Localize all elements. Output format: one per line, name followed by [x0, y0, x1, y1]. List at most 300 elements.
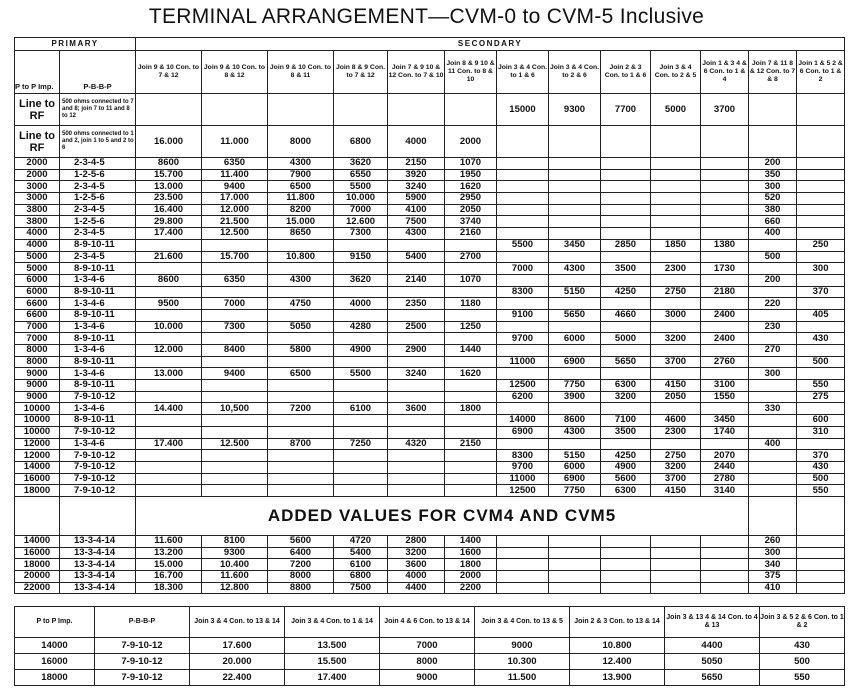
- table-cell: 3450: [701, 415, 749, 427]
- table-cell: [651, 216, 701, 228]
- imp-cell: 4000: [15, 228, 60, 240]
- table-cell: 6000: [549, 461, 601, 473]
- bottom-column-header: Join 3 & 4 Con. to 1 & 14: [285, 607, 380, 638]
- bottom-cell: 7-9-10-12: [95, 654, 190, 670]
- table-cell: 600: [797, 415, 845, 427]
- table-cell: 8000: [268, 571, 334, 583]
- imp-cell: 22000: [15, 582, 60, 594]
- table-cell: 5050: [268, 321, 334, 333]
- table-cell: [334, 309, 388, 321]
- table-cell: [701, 571, 749, 583]
- table-cell: [136, 485, 202, 497]
- table-cell: [601, 547, 651, 559]
- table-row: [15, 368, 845, 380]
- table-cell: [445, 391, 497, 403]
- table-cell: [797, 158, 845, 170]
- table-cell: 5800: [268, 345, 334, 357]
- table-cell: [749, 309, 797, 321]
- table-row: [15, 274, 845, 286]
- table-cell: 330: [749, 403, 797, 415]
- table-cell: [334, 461, 388, 473]
- table-cell: 1400: [445, 535, 497, 547]
- table-cell: [549, 535, 601, 547]
- table-cell: [136, 333, 202, 345]
- table-cell: [651, 559, 701, 571]
- table-cell: [797, 559, 845, 571]
- line-note: 500 ohms connected to 1 and 2, join 1 to 5 and 2 to 6: [60, 126, 136, 158]
- table-cell: [701, 126, 749, 158]
- table-cell: 3450: [549, 239, 601, 251]
- table-cell: 3100: [701, 380, 749, 392]
- table-cell: [549, 193, 601, 205]
- table-row: [15, 216, 845, 228]
- secondary-header: SECONDARY: [136, 38, 845, 51]
- table-cell: [136, 94, 202, 126]
- table-cell: 5150: [549, 450, 601, 462]
- pbbp-cell: 1-3-4-6: [60, 345, 136, 357]
- secondary-column-header: Join 7 & 11 8 & 12 Con. to 7 & 8: [749, 51, 797, 94]
- imp-cell: 14000: [15, 535, 60, 547]
- table-cell: 2750: [651, 286, 701, 298]
- table-cell: 6500: [268, 181, 334, 193]
- imp-cell: 3800: [15, 216, 60, 228]
- table-cell: [749, 391, 797, 403]
- table-cell: [202, 309, 268, 321]
- table-cell: [601, 193, 651, 205]
- table-cell: 15.000: [136, 559, 202, 571]
- table-row: [15, 263, 845, 275]
- table-cell: 2050: [651, 391, 701, 403]
- bottom-row: [15, 654, 845, 670]
- table-cell: 2070: [701, 450, 749, 462]
- table-cell: [549, 169, 601, 181]
- table-cell: [268, 309, 334, 321]
- table-cell: 8800: [268, 582, 334, 594]
- table-cell: 3600: [388, 403, 445, 415]
- imp-cell: 8000: [15, 356, 60, 368]
- imp-cell: 18000: [15, 485, 60, 497]
- table-cell: [601, 403, 651, 415]
- pbbp-cell: 8-9-10-11: [60, 333, 136, 345]
- table-cell: [651, 438, 701, 450]
- table-cell: 13.200: [136, 547, 202, 559]
- table-cell: 340: [749, 559, 797, 571]
- table-cell: 1620: [445, 368, 497, 380]
- table-row: [15, 415, 845, 427]
- table-row: [15, 559, 845, 571]
- secondary-column-header: Join 9 & 10 Con. to 7 & 12: [136, 51, 202, 94]
- table-cell: 12500: [497, 485, 549, 497]
- table-cell: [334, 391, 388, 403]
- table-cell: 16.700: [136, 571, 202, 583]
- bottom-cell: 7-9-10-12: [95, 670, 190, 686]
- table-cell: 380: [749, 204, 797, 216]
- table-cell: [388, 415, 445, 427]
- secondary-column-header: Join 8 & 9 Con. to 7 & 12: [334, 51, 388, 94]
- pbbp-header: P-B-B-P: [60, 51, 136, 94]
- bottom-column-header: Join 4 & 6 Con. to 13 & 14: [380, 607, 475, 638]
- table-cell: [136, 391, 202, 403]
- table-cell: [797, 403, 845, 415]
- table-cell: [651, 193, 701, 205]
- table-cell: 4300: [268, 274, 334, 286]
- table-cell: 6200: [497, 391, 549, 403]
- table-cell: 3600: [388, 559, 445, 571]
- table-cell: [651, 158, 701, 170]
- imp-cell: 7000: [15, 321, 60, 333]
- table-cell: 1850: [651, 239, 701, 251]
- table-cell: [651, 345, 701, 357]
- table-cell: 12.000: [136, 345, 202, 357]
- table-cell: [497, 216, 549, 228]
- table-cell: 4900: [334, 345, 388, 357]
- table-cell: 500: [797, 356, 845, 368]
- table-cell: 5650: [549, 309, 601, 321]
- bottom-column-header: P-B-B-P: [95, 607, 190, 638]
- table-cell: 4300: [549, 426, 601, 438]
- table-cell: [497, 403, 549, 415]
- bottom-cell: 17.400: [285, 670, 380, 686]
- table-cell: [549, 251, 601, 263]
- table-cell: 6400: [268, 547, 334, 559]
- pbbp-cell: 7-9-10-12: [60, 450, 136, 462]
- table-cell: 6500: [268, 368, 334, 380]
- table-cell: [497, 559, 549, 571]
- imp-cell: 7000: [15, 333, 60, 345]
- table-cell: 1600: [445, 547, 497, 559]
- secondary-column-header: Join 3 & 4 Con. to 2 & 5: [651, 51, 701, 94]
- imp-cell: 14000: [15, 461, 60, 473]
- table-cell: [497, 535, 549, 547]
- added-values-row: [15, 496, 845, 535]
- table-cell: 2140: [388, 274, 445, 286]
- table-cell: [797, 193, 845, 205]
- table-cell: 6100: [334, 403, 388, 415]
- table-cell: [136, 239, 202, 251]
- table-cell: [601, 216, 651, 228]
- bottom-cell: 430: [760, 638, 845, 654]
- table-cell: [202, 415, 268, 427]
- table-row: [15, 547, 845, 559]
- bottom-cell: 9000: [475, 638, 570, 654]
- table-cell: [388, 380, 445, 392]
- table-cell: 430: [797, 461, 845, 473]
- table-cell: 13.000: [136, 181, 202, 193]
- bottom-cell: 550: [760, 670, 845, 686]
- table-cell: [388, 263, 445, 275]
- table-cell: [268, 391, 334, 403]
- table-cell: 9150: [334, 251, 388, 263]
- table-cell: 15.700: [202, 251, 268, 263]
- table-cell: [549, 321, 601, 333]
- table-cell: 7750: [549, 380, 601, 392]
- table-cell: 4600: [651, 415, 701, 427]
- table-cell: 29.800: [136, 216, 202, 228]
- table-cell: 400: [749, 438, 797, 450]
- table-cell: [701, 181, 749, 193]
- pbbp-cell: 1-2-5-6: [60, 169, 136, 181]
- table-cell: [549, 228, 601, 240]
- table-cell: [797, 94, 845, 126]
- table-cell: 5000: [651, 94, 701, 126]
- ptop-imp-header: P to P Imp.: [15, 51, 60, 94]
- table-cell: 11000: [497, 356, 549, 368]
- table-cell: [136, 263, 202, 275]
- table-cell: [651, 169, 701, 181]
- table-cell: 3500: [601, 426, 651, 438]
- table-cell: 200: [749, 158, 797, 170]
- table-cell: [202, 485, 268, 497]
- bottom-cell: 10.300: [475, 654, 570, 670]
- table-cell: [334, 286, 388, 298]
- table-cell: 4750: [268, 298, 334, 310]
- line-note: 500 ohms connected to 7 and 8; join 7 to 11 and 8 to 12: [60, 94, 136, 126]
- secondary-column-header: Join 2 & 3 Con. to 1 & 6: [601, 51, 651, 94]
- table-cell: 8650: [268, 228, 334, 240]
- table-cell: [797, 181, 845, 193]
- table-cell: 8700: [268, 438, 334, 450]
- table-cell: [497, 274, 549, 286]
- secondary-column-header: Join 1 & 5 2 & 6 Con. to 1 & 2: [797, 51, 845, 94]
- table-cell: [497, 321, 549, 333]
- table-cell: [445, 485, 497, 497]
- table-cell: [749, 426, 797, 438]
- table-cell: [497, 228, 549, 240]
- table-cell: [136, 380, 202, 392]
- added-values-title: ADDED VALUES FOR CVM4 AND CVM5: [136, 496, 749, 535]
- secondary-column-header: Join 1 & 3 4 & 6 Con. to 1 & 4: [701, 51, 749, 94]
- table-cell: [136, 450, 202, 462]
- table-cell: 1250: [445, 321, 497, 333]
- table-cell: 4720: [334, 535, 388, 547]
- table-cell: [136, 415, 202, 427]
- table-cell: [445, 461, 497, 473]
- table-cell: 3240: [388, 368, 445, 380]
- table-cell: 11.600: [202, 571, 268, 583]
- table-cell: [701, 274, 749, 286]
- table-cell: 370: [797, 286, 845, 298]
- table-cell: [334, 333, 388, 345]
- imp-cell: 10000: [15, 415, 60, 427]
- table-cell: 300: [749, 547, 797, 559]
- table-cell: 3500: [601, 263, 651, 275]
- table-cell: [797, 345, 845, 357]
- table-cell: [497, 181, 549, 193]
- bottom-row: [15, 670, 845, 686]
- pbbp-cell: 2-3-4-5: [60, 158, 136, 170]
- table-cell: 2800: [388, 535, 445, 547]
- table-cell: 4150: [651, 485, 701, 497]
- table-cell: 16.000: [136, 126, 202, 158]
- table-cell: [497, 547, 549, 559]
- added-spacer: [797, 496, 845, 535]
- table-cell: [445, 309, 497, 321]
- table-cell: [202, 94, 268, 126]
- table-cell: [388, 426, 445, 438]
- table-cell: [497, 251, 549, 263]
- secondary-column-header: Join 9 & 10 Con. to 8 & 11: [268, 51, 334, 94]
- table-cell: 17.400: [136, 228, 202, 240]
- table-cell: 1800: [445, 403, 497, 415]
- table-cell: [497, 204, 549, 216]
- table-cell: [797, 535, 845, 547]
- table-cell: [651, 368, 701, 380]
- table-cell: 5600: [601, 473, 651, 485]
- table-cell: 7500: [334, 582, 388, 594]
- table-cell: [268, 263, 334, 275]
- secondary-column-header: Join 9 & 10 Con. to 8 & 12: [202, 51, 268, 94]
- added-spacer: [60, 496, 136, 535]
- bottom-cell: 8000: [380, 654, 475, 670]
- table-cell: [202, 356, 268, 368]
- bottom-cell: 16000: [15, 654, 95, 670]
- table-cell: [601, 559, 651, 571]
- table-cell: 5400: [334, 547, 388, 559]
- table-cell: 13.000: [136, 368, 202, 380]
- table-cell: 10.400: [202, 559, 268, 571]
- table-cell: [549, 403, 601, 415]
- table-cell: 12.000: [202, 204, 268, 216]
- table-cell: [749, 415, 797, 427]
- bottom-cell: 13.900: [570, 670, 665, 686]
- table-cell: 230: [749, 321, 797, 333]
- table-cell: 12.500: [202, 228, 268, 240]
- table-row: [15, 321, 845, 333]
- table-cell: [268, 473, 334, 485]
- table-cell: [202, 333, 268, 345]
- table-cell: 2400: [701, 309, 749, 321]
- table-cell: 310: [797, 426, 845, 438]
- table-cell: 3620: [334, 274, 388, 286]
- table-cell: 6300: [601, 380, 651, 392]
- table-cell: 3240: [388, 181, 445, 193]
- table-cell: [202, 426, 268, 438]
- table-cell: 5500: [497, 239, 549, 251]
- table-cell: [334, 380, 388, 392]
- table-cell: [701, 228, 749, 240]
- table-row: [15, 298, 845, 310]
- table-cell: 7100: [601, 415, 651, 427]
- imp-cell: 6600: [15, 298, 60, 310]
- table-cell: 10,500: [202, 403, 268, 415]
- table-cell: 16.400: [136, 204, 202, 216]
- table-cell: [136, 356, 202, 368]
- table-cell: 12500: [497, 380, 549, 392]
- imp-cell: 3000: [15, 193, 60, 205]
- table-cell: [601, 571, 651, 583]
- table-cell: [749, 450, 797, 462]
- table-cell: 8300: [497, 286, 549, 298]
- table-cell: [797, 571, 845, 583]
- table-cell: [445, 450, 497, 462]
- table-cell: 1730: [701, 263, 749, 275]
- table-cell: 4150: [651, 380, 701, 392]
- table-cell: 7000: [202, 298, 268, 310]
- table-row: [15, 193, 845, 205]
- table-cell: 6100: [334, 559, 388, 571]
- table-cell: 4400: [388, 582, 445, 594]
- table-cell: [388, 473, 445, 485]
- table-row: [15, 158, 845, 170]
- table-cell: 6800: [334, 571, 388, 583]
- table-cell: 4100: [388, 204, 445, 216]
- table-cell: [445, 426, 497, 438]
- table-cell: 5400: [388, 251, 445, 263]
- table-cell: [601, 438, 651, 450]
- table-cell: 2050: [445, 204, 497, 216]
- table-cell: [651, 547, 701, 559]
- table-row: [15, 309, 845, 321]
- table-cell: 2180: [701, 286, 749, 298]
- table-cell: 370: [797, 450, 845, 462]
- table-cell: 15.700: [136, 169, 202, 181]
- table-cell: [388, 309, 445, 321]
- table-cell: 7750: [549, 485, 601, 497]
- table-cell: [601, 181, 651, 193]
- table-cell: 1380: [701, 239, 749, 251]
- table-cell: 260: [749, 535, 797, 547]
- imp-cell: 6000: [15, 286, 60, 298]
- table-cell: 5500: [334, 181, 388, 193]
- table-cell: [701, 438, 749, 450]
- table-cell: [701, 251, 749, 263]
- table-cell: 2850: [601, 239, 651, 251]
- imp-cell: 10000: [15, 403, 60, 415]
- table-cell: 8100: [202, 535, 268, 547]
- imp-cell: 12000: [15, 450, 60, 462]
- bottom-cell: 7-9-10-12: [95, 638, 190, 654]
- table-cell: 400: [749, 228, 797, 240]
- table-cell: 7500: [388, 216, 445, 228]
- bottom-cell: 17.600: [190, 638, 285, 654]
- table-cell: 4300: [388, 228, 445, 240]
- table-cell: [549, 274, 601, 286]
- table-cell: 5150: [549, 286, 601, 298]
- secondary-column-header: Join 8 & 9 10 & 11 Con. to 8 & 10: [445, 51, 497, 94]
- bottom-cell: 22.400: [190, 670, 285, 686]
- table-cell: [601, 126, 651, 158]
- imp-cell: 16000: [15, 547, 60, 559]
- table-cell: [797, 321, 845, 333]
- table-cell: 1180: [445, 298, 497, 310]
- table-cell: 4280: [334, 321, 388, 333]
- table-cell: 2500: [388, 321, 445, 333]
- pbbp-cell: 2-3-4-5: [60, 251, 136, 263]
- table-cell: [445, 263, 497, 275]
- table-cell: [651, 274, 701, 286]
- table-cell: 4000: [388, 571, 445, 583]
- bottom-column-header: Join 3 & 4 Con. to 13 & 14: [190, 607, 285, 638]
- table-cell: [549, 368, 601, 380]
- table-cell: 4900: [601, 461, 651, 473]
- table-cell: 270: [749, 345, 797, 357]
- table-cell: [749, 333, 797, 345]
- table-cell: [601, 368, 651, 380]
- table-cell: [334, 450, 388, 462]
- table-row: [15, 251, 845, 263]
- imp-cell: 9000: [15, 391, 60, 403]
- table-cell: [701, 204, 749, 216]
- table-cell: [701, 582, 749, 594]
- table-cell: 3900: [549, 391, 601, 403]
- table-cell: [651, 298, 701, 310]
- table-cell: [388, 356, 445, 368]
- table-cell: 275: [797, 391, 845, 403]
- table-cell: [497, 298, 549, 310]
- imp-cell: 2000: [15, 158, 60, 170]
- bottom-cell: 10.800: [570, 638, 665, 654]
- table-cell: 2400: [701, 333, 749, 345]
